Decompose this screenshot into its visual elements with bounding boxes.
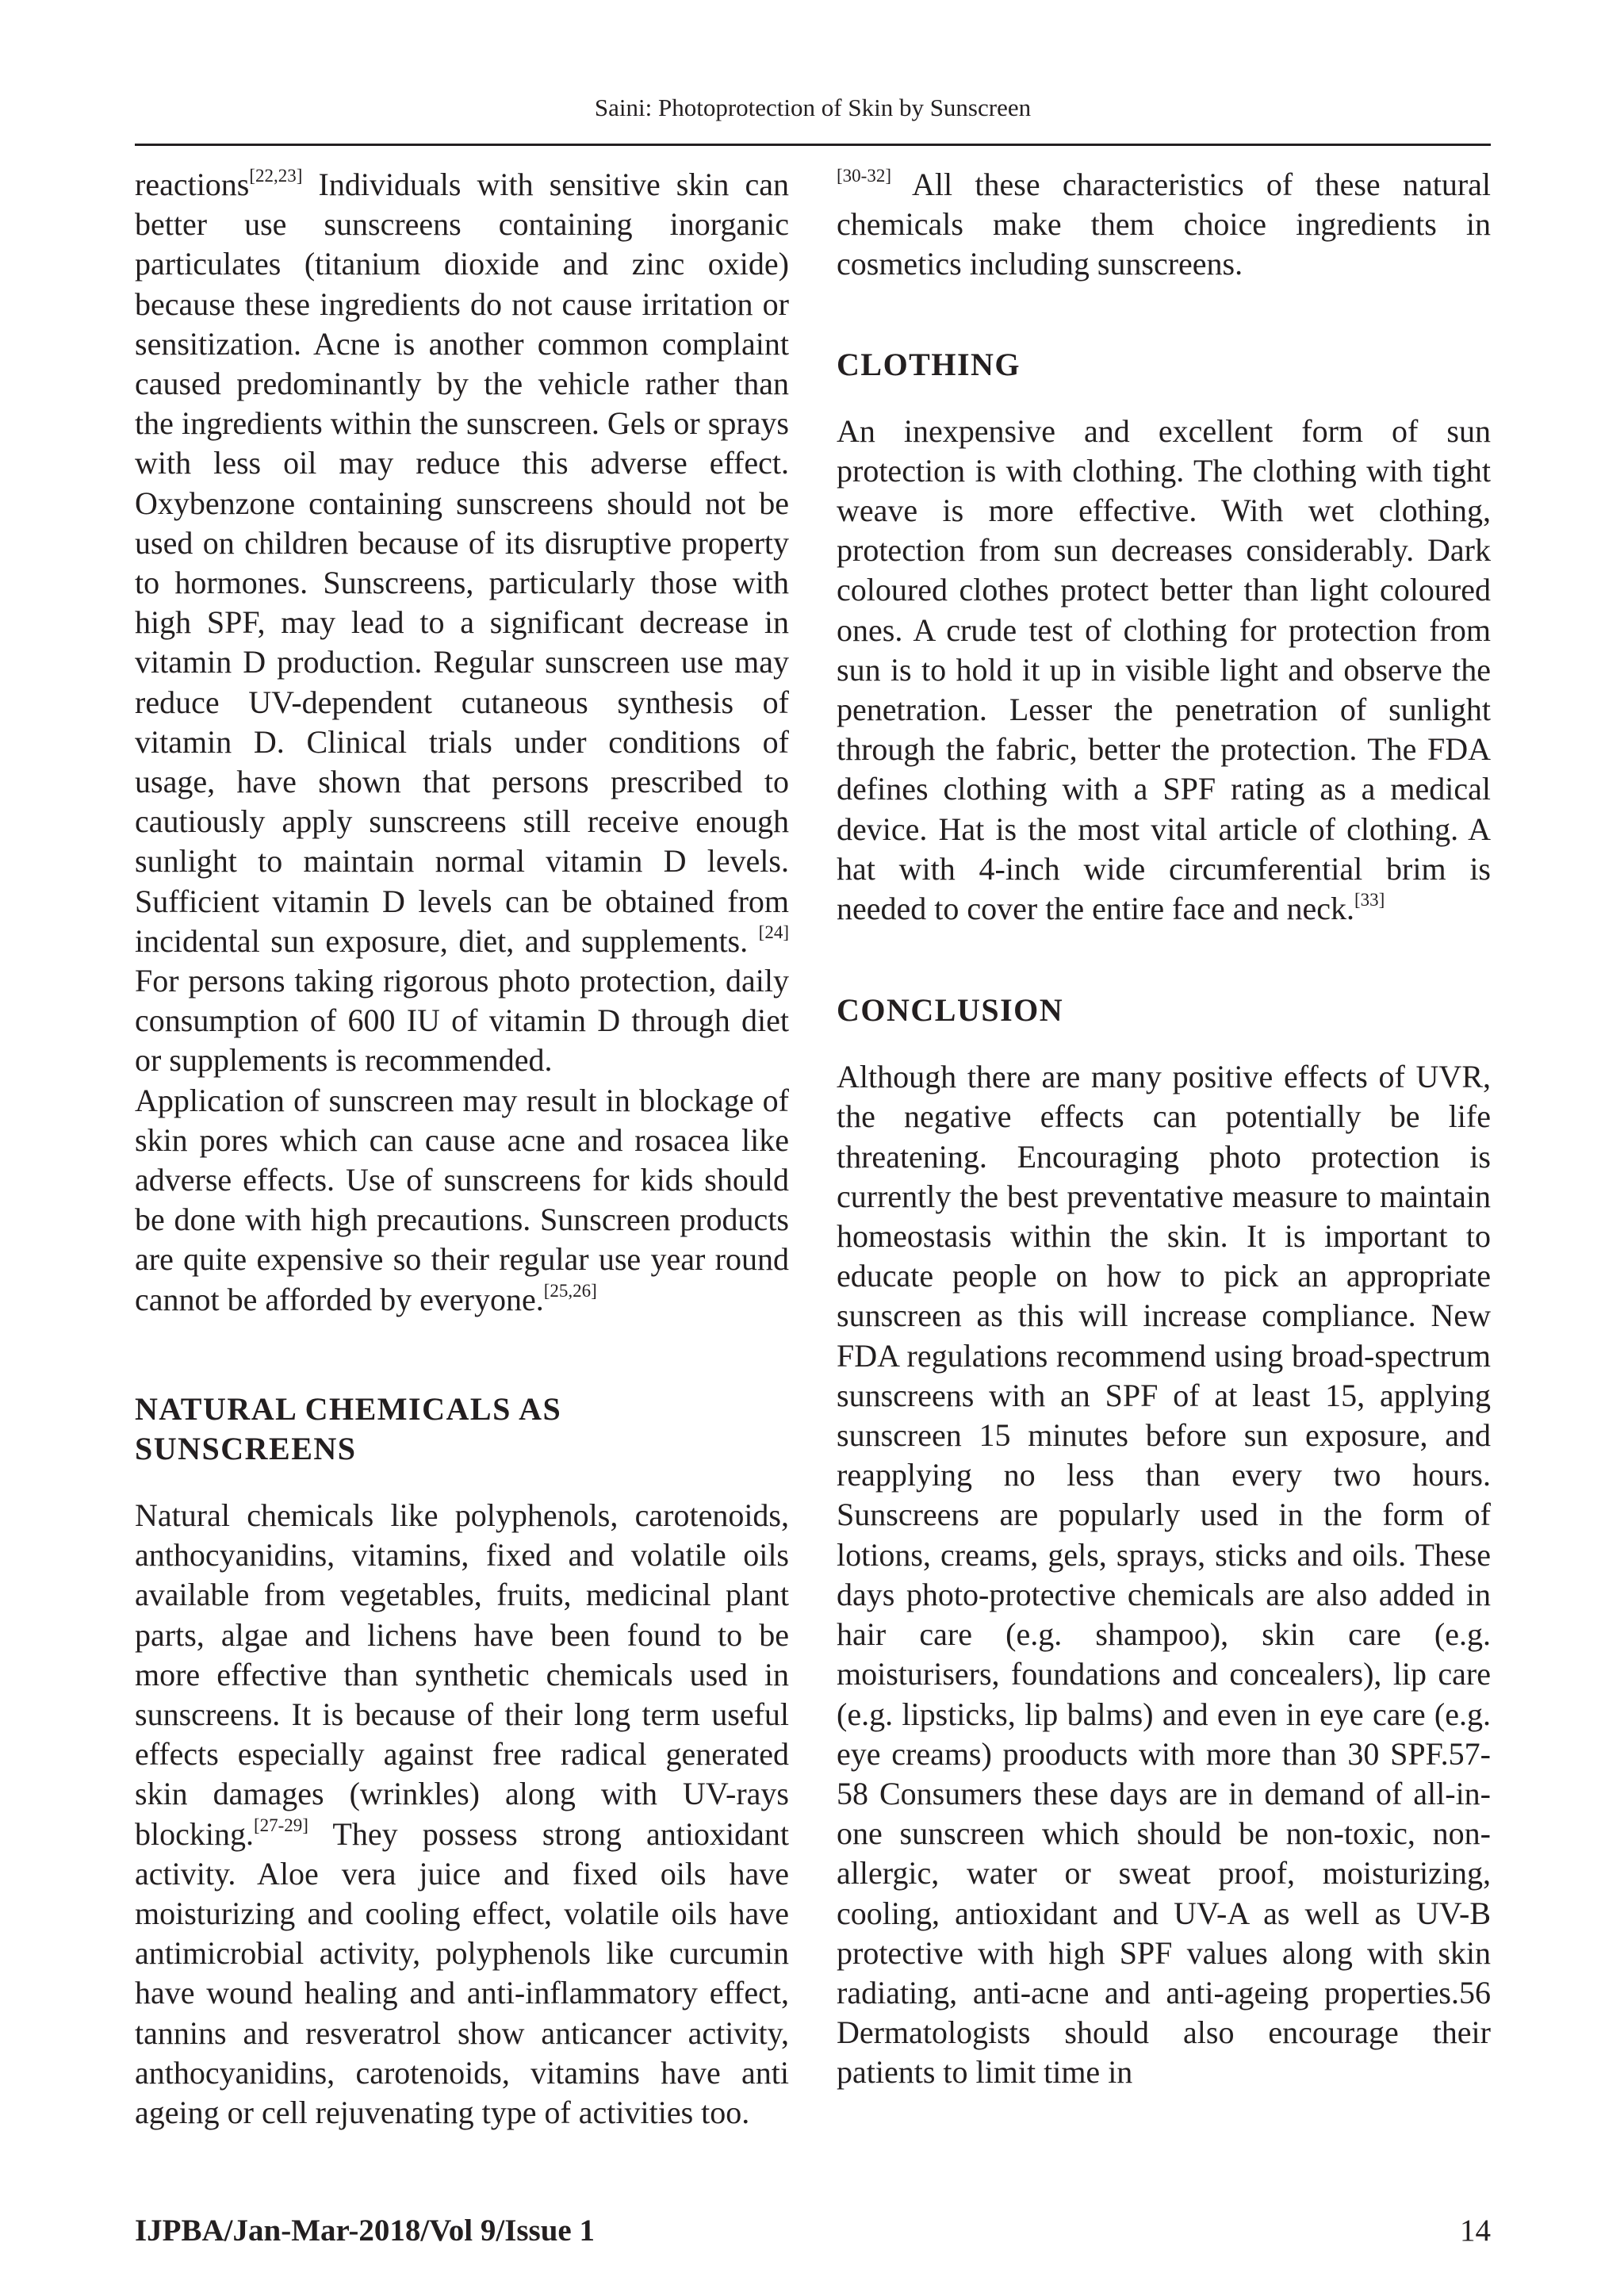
citation: [33] bbox=[1354, 890, 1385, 910]
right-column bbox=[837, 165, 1491, 2093]
section-heading-clothing: CLOTHING bbox=[837, 346, 1021, 382]
citation: [27-29] bbox=[253, 1815, 308, 1835]
paragraph-conclusion: Although there are many positive effects of UVR, the negative effects can potentially be life threatening. Encouraging photo protection is currently the best preventative measure to maintain homeostasis within the skin. It is important to educate people on how to pick an appropriate sunscreen as this will increase compliance. New FDA regulations recommend using broad-spectrum sunscreens with an SPF of at least 15, applying sunscreen 15 minutes before sun exposure, and reapplying no less than every two hours. Sunscreens are popularly used in the form of lotions, creams, gels, sprays, sticks and oils. These days photo-protective chemicals are also added in hair care (e.g. shampoo), skin care (e.g. moisturisers, foundations and concealers), lip care (e.g. lipsticks, lip balms) and even in eye care (e.g. eye creams) prooducts with more than 30 SPF.57-58 Consumers these days are in demand of all-in-one sunscreen which should be non-toxic, non-allergic, water or sweat proof, moisturizing, cooling, antioxidant and UV-A as well as UV-B protective with high SPF values along with skin radiating, anti-acne and anti-ageing properties.56 Dermatologists should also encourage their patients to limit time in bbox=[837, 1059, 1491, 2091]
citation: [25,26] bbox=[543, 1280, 597, 1301]
paragraph-natural-chemicals: Natural chemicals like polyphenols, carotenoids, anthocyanidins, vitamins, fixed and volatile oils available from vegetables, fruits, medicinal plant parts, algae and lichens have been found to be more effective than synthetic chemicals used in sunscreens. It is because of their long term useful effects especially against free radical generated skin damages (wrinkles) along with UV-rays blocking.[27-29] They possess strong antioxidant activity. Aloe vera juice and fixed oils have moisturizing and cooling effect, volatile oils have antimicrobial activity, polyphenols like curcumin have wound healing and anti-inflammatory effect, tannins and resveratrol show anticancer activity, anthocyanidins, carotenoids, vitamins have anti ageing or cell rejuvenating type of activities too. bbox=[135, 1497, 789, 2130]
header-rule bbox=[135, 144, 1491, 146]
running-head: Saini: Photoprotection of Skin by Sunscreen bbox=[594, 94, 1032, 121]
citation: [30-32] bbox=[837, 166, 891, 186]
paragraph-sunscreen-blockage: Application of sunscreen may result in blockage of skin pores which can cause acne and rosacea like adverse effects. Use of sunscreens for kids should be done with high precautions. Sunscreen products are quite expensive so their regular use year round cannot be afforded by everyone.[25,26] bbox=[135, 1082, 789, 1317]
citation: [24] bbox=[758, 922, 789, 942]
paragraph-clothing: An inexpensive and excellent form of sun protection is with clothing. The clothing with tight weave is more effective. With wet clothing, protection from sun decreases considerably. Dark coloured clothes protect better than light coloured ones. A crude test of clothing for protection from sun is to hold it up in visible light and observe the penetration. Lesser the penetration of sunlight through the fabric, better the protection. The FDA defines clothing with a SPF rating as a medical device. Hat is the most vital article of clothing. A hat with 4-inch wide circumferential brim is needed to cover the entire face and neck.[33] bbox=[837, 412, 1491, 927]
page-number: 14 bbox=[1460, 2214, 1491, 2248]
paragraph-natural-continued: [30-32] All these characteristics of these natural chemicals make them choice ingredients in cosmetics including sunscreens. bbox=[837, 166, 1491, 282]
paragraph-adverse-effects: reactions[22,23] Individuals with sensitive skin can better use sunscreens containing inorganic particulates (titanium dioxide and zinc oxide) because these ingredients do not cause irritation or sensitization. Acne is another common complaint caused predominantly by the vehicle rather than the ingredients within the sunscreen. Gels or sprays with less oil may reduce this adverse effect. Oxybenzone containing sunscreens should not be used on children because of its disruptive property to hormones. Sunscreens, particularly those with high SPF, may lead to a significant decrease in vitamin D production. Regular sunscreen use may reduce UV-dependent cutaneous synthesis of vitamin D. Clinical trials under conditions of usage, have shown that persons prescribed to cautiously apply sunscreens still receive enough sunlight to maintain normal vitamin D levels. Sufficient vitamin D levels can be obtained from incidental sun exposure, diet, and supplements. [24] For persons taking rigorous photo protection, daily consumption of 600 IU of vitamin D through diet or supplements is recommended. bbox=[135, 166, 789, 1079]
section-heading-conclusion: CONCLUSION bbox=[837, 992, 1064, 1029]
left-column bbox=[135, 165, 789, 2133]
citation: [22,23] bbox=[249, 166, 303, 186]
footer-journal-info: IJPBA/Jan-Mar-2018/Vol 9/Issue 1 bbox=[135, 2214, 595, 2248]
section-heading-natural-chemicals: NATURAL CHEMICALS AS SUNSCREENS bbox=[135, 1390, 562, 1466]
